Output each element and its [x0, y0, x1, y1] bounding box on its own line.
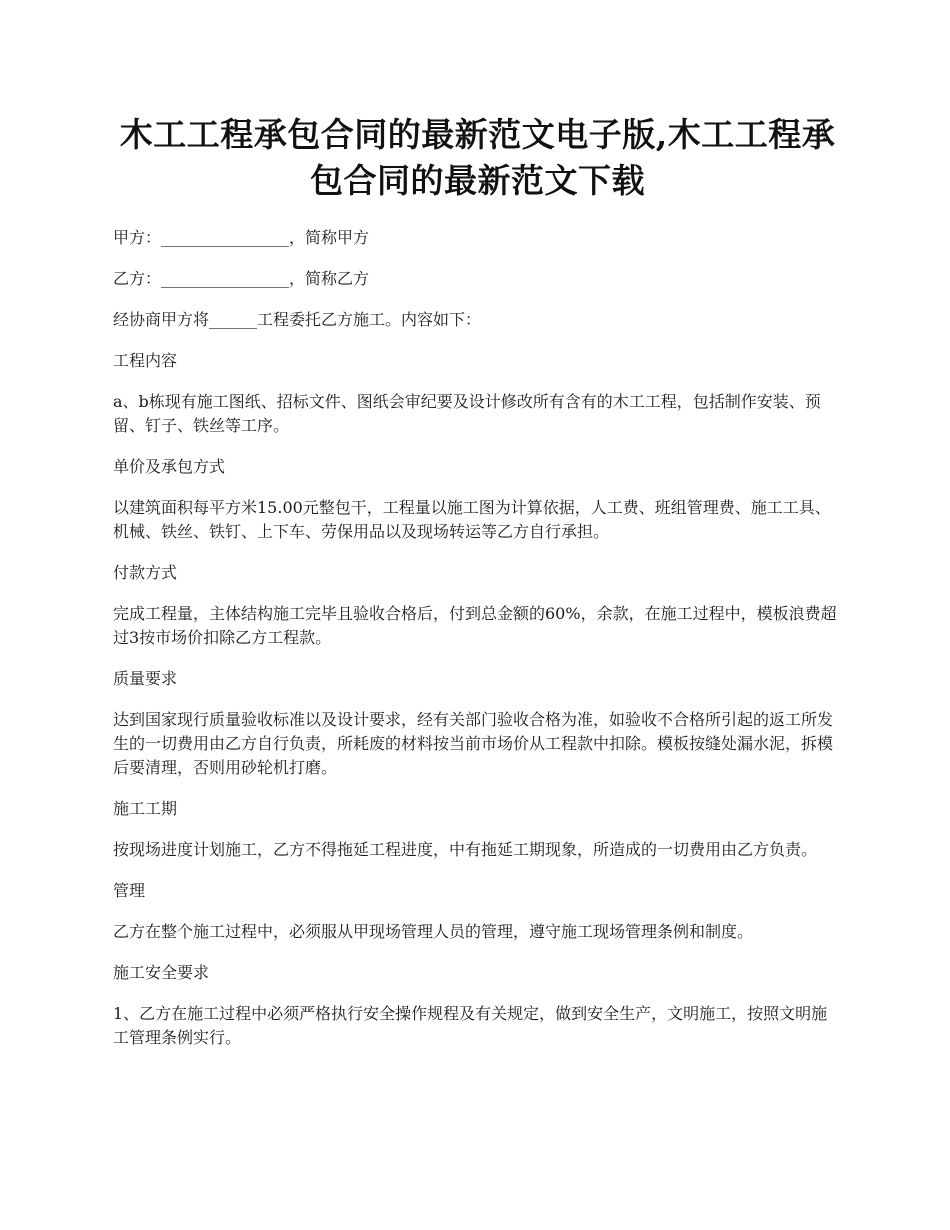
- section-body-safety: 1、乙方在施工过程中必须严格执行安全操作规程及有关规定，做到安全生产，文明施工，按照文明施工管理条例实行。: [113, 1004, 828, 1047]
- section-heading-pricing: 单价及承包方式: [113, 457, 226, 476]
- party-b-line: 乙方：________________，简称乙方: [113, 269, 370, 288]
- section-heading-payment: 付款方式: [113, 563, 178, 582]
- section-body-payment: 完成工程量，主体结构施工完毕且验收合格后，付到总金额的60%，余款，在施工过程中，模板浪费超过3按市场价扣除乙方工程款。: [113, 604, 837, 647]
- section-body-scope: a、b栋现有施工图纸、招标文件、图纸会审纪要及设计修改所有含有的木工工程，包括制作安装、预留、钉子、铁丝等工序。: [113, 392, 821, 435]
- section-body-quality: 达到国家现行质量验收标准以及设计要求，经有关部门验收合格为准，如验收不合格所引起的返工所发生的一切费用由乙方自行负责，所耗废的材料按当前市场价从工程款中扣除。模板按缝处漏水泥，拆模后要清理，否则用砂轮机打磨。: [113, 710, 834, 777]
- section-heading-safety: 施工安全要求: [113, 963, 210, 982]
- section-heading-quality: 质量要求: [113, 669, 178, 688]
- intro-line: 经协商甲方将______工程委托乙方施工。内容如下：: [113, 310, 482, 329]
- section-heading-scope: 工程内容: [113, 351, 178, 370]
- section-body-pricing: 以建筑面积每平方米15.00元整包干，工程量以施工图为计算依据，人工费、班组管理费、施工工具、机械、铁丝、铁钉、上下车、劳保用品以及现场转运等乙方自行承担。: [113, 498, 831, 541]
- party-a-line: 甲方：________________，简称甲方: [113, 228, 370, 247]
- section-body-schedule: 按现场进度计划施工，乙方不得拖延工程进度，中有拖延工期现象，所造成的一切费用由乙方负责。: [113, 840, 818, 859]
- section-heading-management: 管理: [113, 881, 146, 900]
- section-body-management: 乙方在整个施工过程中，必须服从甲现场管理人员的管理，遵守施工现场管理条例和制度。: [113, 922, 754, 941]
- section-heading-schedule: 施工工期: [113, 799, 178, 818]
- document-title: 木工工程承包合同的最新范文电子版,木工工程承包合同的最新范文下载: [119, 115, 836, 200]
